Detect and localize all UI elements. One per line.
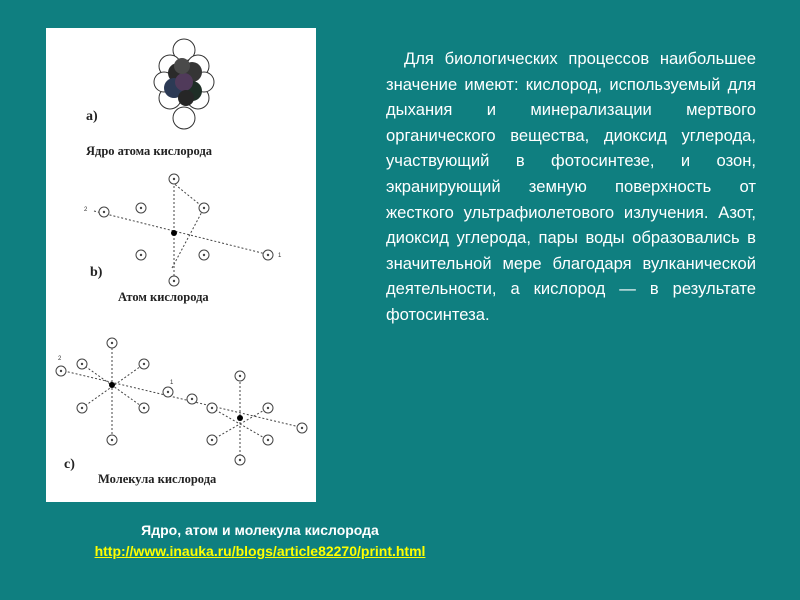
orbit-number-2-atom: 2 (84, 207, 88, 213)
source-link[interactable]: http://www.inauka.ru/blogs/article82270/print.html (94, 543, 426, 559)
orbit-number-1-atom: 1 (278, 253, 282, 259)
caption-molecule: Молекула кислорода (98, 472, 217, 486)
oxygen-figure (46, 28, 316, 502)
label-a: a) (86, 109, 98, 124)
caption-nucleus: Ядро атома кислорода (86, 144, 213, 158)
nucleus-diagram (154, 39, 214, 129)
caption-title: Ядро, атом и молекула кислорода (141, 522, 379, 538)
body-text: Для биологических процессов наибольшее значение имеют: кислород, используемый для дыхания и минерализации мертвого органического вещества, диоксид углерода, участвующий в фотосинтезе, и озон, экранирующий земную поверхность от жесткого ультрафиолетового излучения. Азот, диоксид углерода, пары воды образовались в значительной мере благодаря вулканической деятельности, а кислород — в результате фотосинтеза. (386, 49, 756, 324)
caption-atom: Атом кислорода (118, 290, 209, 304)
atom-diagram (84, 174, 282, 286)
orbit-number-2-molecule: 2 (58, 356, 62, 362)
orbit-number-1-molecule: 1 (170, 380, 174, 386)
figure-caption (60, 520, 460, 562)
label-b: b) (90, 265, 103, 280)
oxygen-diagram (46, 28, 316, 502)
label-c: c) (64, 457, 75, 472)
molecule-diagram (56, 338, 307, 465)
